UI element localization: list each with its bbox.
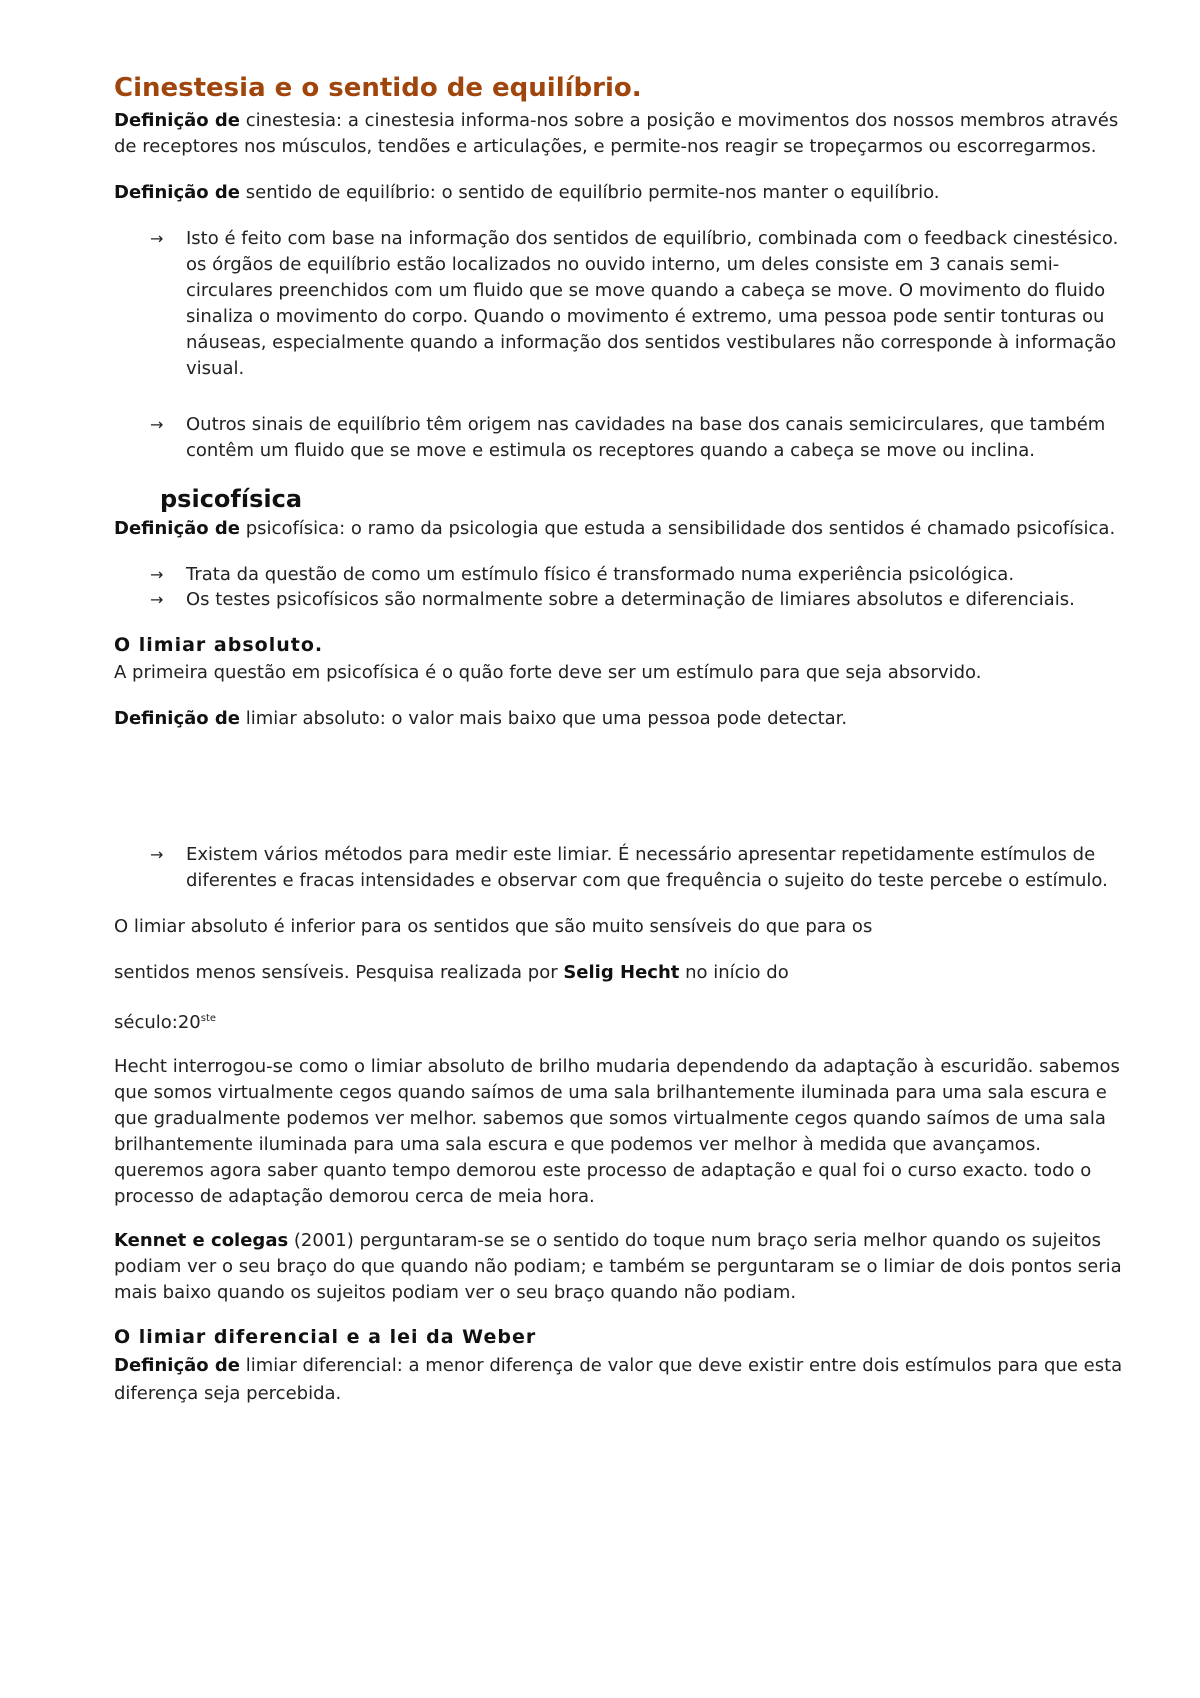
paragraph-pesquisa — [114, 960, 1124, 986]
paragraph-text: cinestesia: a cinestesia informa-nos sobre a posição e movimentos dos nossos membros através de receptores nos músculos, tendões e articulações, e permite-nos reagir se tropeçarmos ou escorregarmos. — [114, 110, 1119, 157]
arrow-right-icon: → — [150, 590, 164, 609]
superscript: ste — [200, 1013, 217, 1024]
arrow-right-icon: → — [150, 565, 164, 584]
paragraph-limiar-inferior: O limiar absoluto é inferior para os sentidos que são muito sensíveis do que para os — [114, 916, 873, 937]
page-title: Cinestesia e o sentido de equilíbrio. — [114, 73, 642, 103]
arrow-right-icon: → — [150, 229, 164, 248]
list-item-text: Trata da questão de como um estímulo físico é transformado numa experiência psicológica. — [186, 564, 1015, 585]
paragraph-text: século:20 — [114, 1012, 201, 1033]
definition-label: Definição de — [114, 518, 241, 539]
list-item — [150, 842, 1124, 894]
definition-label: Definição de — [114, 110, 241, 131]
paragraph-text: limiar diferencial: a menor diferença de valor que deve existir entre dois estímulos para que esta diferença seja percebida. — [114, 1355, 1123, 1404]
list-item — [150, 226, 1124, 382]
paragraph-text: limiar absoluto: o valor mais baixo que uma pessoa pode detectar. — [240, 708, 848, 729]
author-name: Selig Hecht — [563, 962, 680, 983]
paragraph-hecht: Hecht interrogou-se como o limiar absoluto de brilho mudaria dependendo da adaptação à escuridão. sabemos que somos virtualmente cegos quando saímos de uma sala brilhantemente iluminada para uma sala escura e que gradualmente podemos ver melhor. sabemos que somos virtualmente cegos quando saímos de uma sala brilhantemente iluminada para uma sala escura e que podemos ver melhor à medida que avançamos. queremos agora saber quanto tempo demorou este processo de adaptação e qual foi o curso exacto. todo o processo de adaptação demorou cerca de meia hora. — [114, 1056, 1120, 1207]
definition-label: Definição de — [114, 182, 241, 203]
section-heading-psicofisica: psicofísica — [160, 485, 303, 513]
paragraph-limiar-diferencial-def — [114, 1352, 1124, 1408]
list-item-text: Isto é feito com base na informação dos sentidos de equilíbrio, combinada com o feedback cinestésico. os órgãos de equilíbrio estão localizados no ouvido interno, um deles consiste em 3 canais semi-circulares preenchidos com um fluido que se move quando a cabeça se move. O movimento do fluido sinaliza o movimento do corpo. Quando o movimento é extremo, uma pessoa pode sentir tonturas ou náuseas, especialmente quando a informação dos sentidos vestibulares não corresponde à informação visual. — [186, 228, 1119, 379]
paragraph-limiar-absoluto-def — [114, 706, 1124, 732]
paragraph-text: sentidos menos sensíveis. Pesquisa realizada por — [114, 962, 564, 983]
bullet-list-psicofisica — [114, 562, 1124, 612]
paragraph-psicofisica — [114, 516, 1124, 542]
paragraph-primeira-questao: A primeira questão em psicofísica é o quão forte deve ser um estímulo para que seja absorvido. — [114, 662, 982, 683]
document-page — [114, 68, 1124, 1408]
list-item-text: Outros sinais de equilíbrio têm origem nas cavidades na base dos canais semicirculares, que também contêm um fluido que se move e estimula os receptores quando a cabeça se move ou inclina. — [186, 414, 1106, 461]
subheading-limiar-absoluto: O limiar absoluto. — [114, 634, 324, 656]
paragraph-equilibrio — [114, 180, 1124, 206]
list-item-text: Existem vários métodos para medir este limiar. É necessário apresentar repetidamente estímulos de diferentes e fracas intensidades e observar com que frequência o sujeito do teste percebe o estímulo. — [186, 844, 1108, 891]
list-item-text: Os testes psicofísicos são normalmente sobre a determinação de limiares absolutos e diferenciais. — [186, 589, 1075, 610]
arrow-right-icon: → — [150, 845, 164, 864]
arrow-right-icon: → — [150, 415, 164, 434]
paragraph-text: no início do — [679, 962, 789, 983]
paragraph-cinestesia — [114, 108, 1124, 160]
paragraph-seculo — [114, 1006, 1124, 1036]
list-item — [150, 412, 1124, 464]
bullet-list-equilibrio — [114, 226, 1124, 464]
author-name: Kennet e colegas — [114, 1230, 289, 1251]
list-item — [150, 588, 1124, 612]
definition-label: Definição de — [114, 1355, 241, 1376]
paragraph-text: (2001) perguntaram-se se o sentido do toque num braço seria melhor quando os sujeitos podiam ver o seu braço do que quando não podiam; e também se perguntaram se o limiar de dois pontos seria mais baixo quando os sujeitos podiam ver o seu braço quando não podiam. — [114, 1230, 1122, 1303]
definition-label: Definição de — [114, 708, 241, 729]
paragraph-text: sentido de equilíbrio: o sentido de equilíbrio permite-nos manter o equilíbrio. — [240, 182, 940, 203]
paragraph-kennet — [114, 1228, 1124, 1306]
bullet-list-metodos — [114, 842, 1124, 894]
paragraph-text: psicofísica: o ramo da psicologia que estuda a sensibilidade dos sentidos é chamado psicofísica. — [240, 518, 1116, 539]
list-item — [150, 562, 1124, 588]
subheading-limiar-diferencial: O limiar diferencial e a lei da Weber — [114, 1326, 537, 1348]
